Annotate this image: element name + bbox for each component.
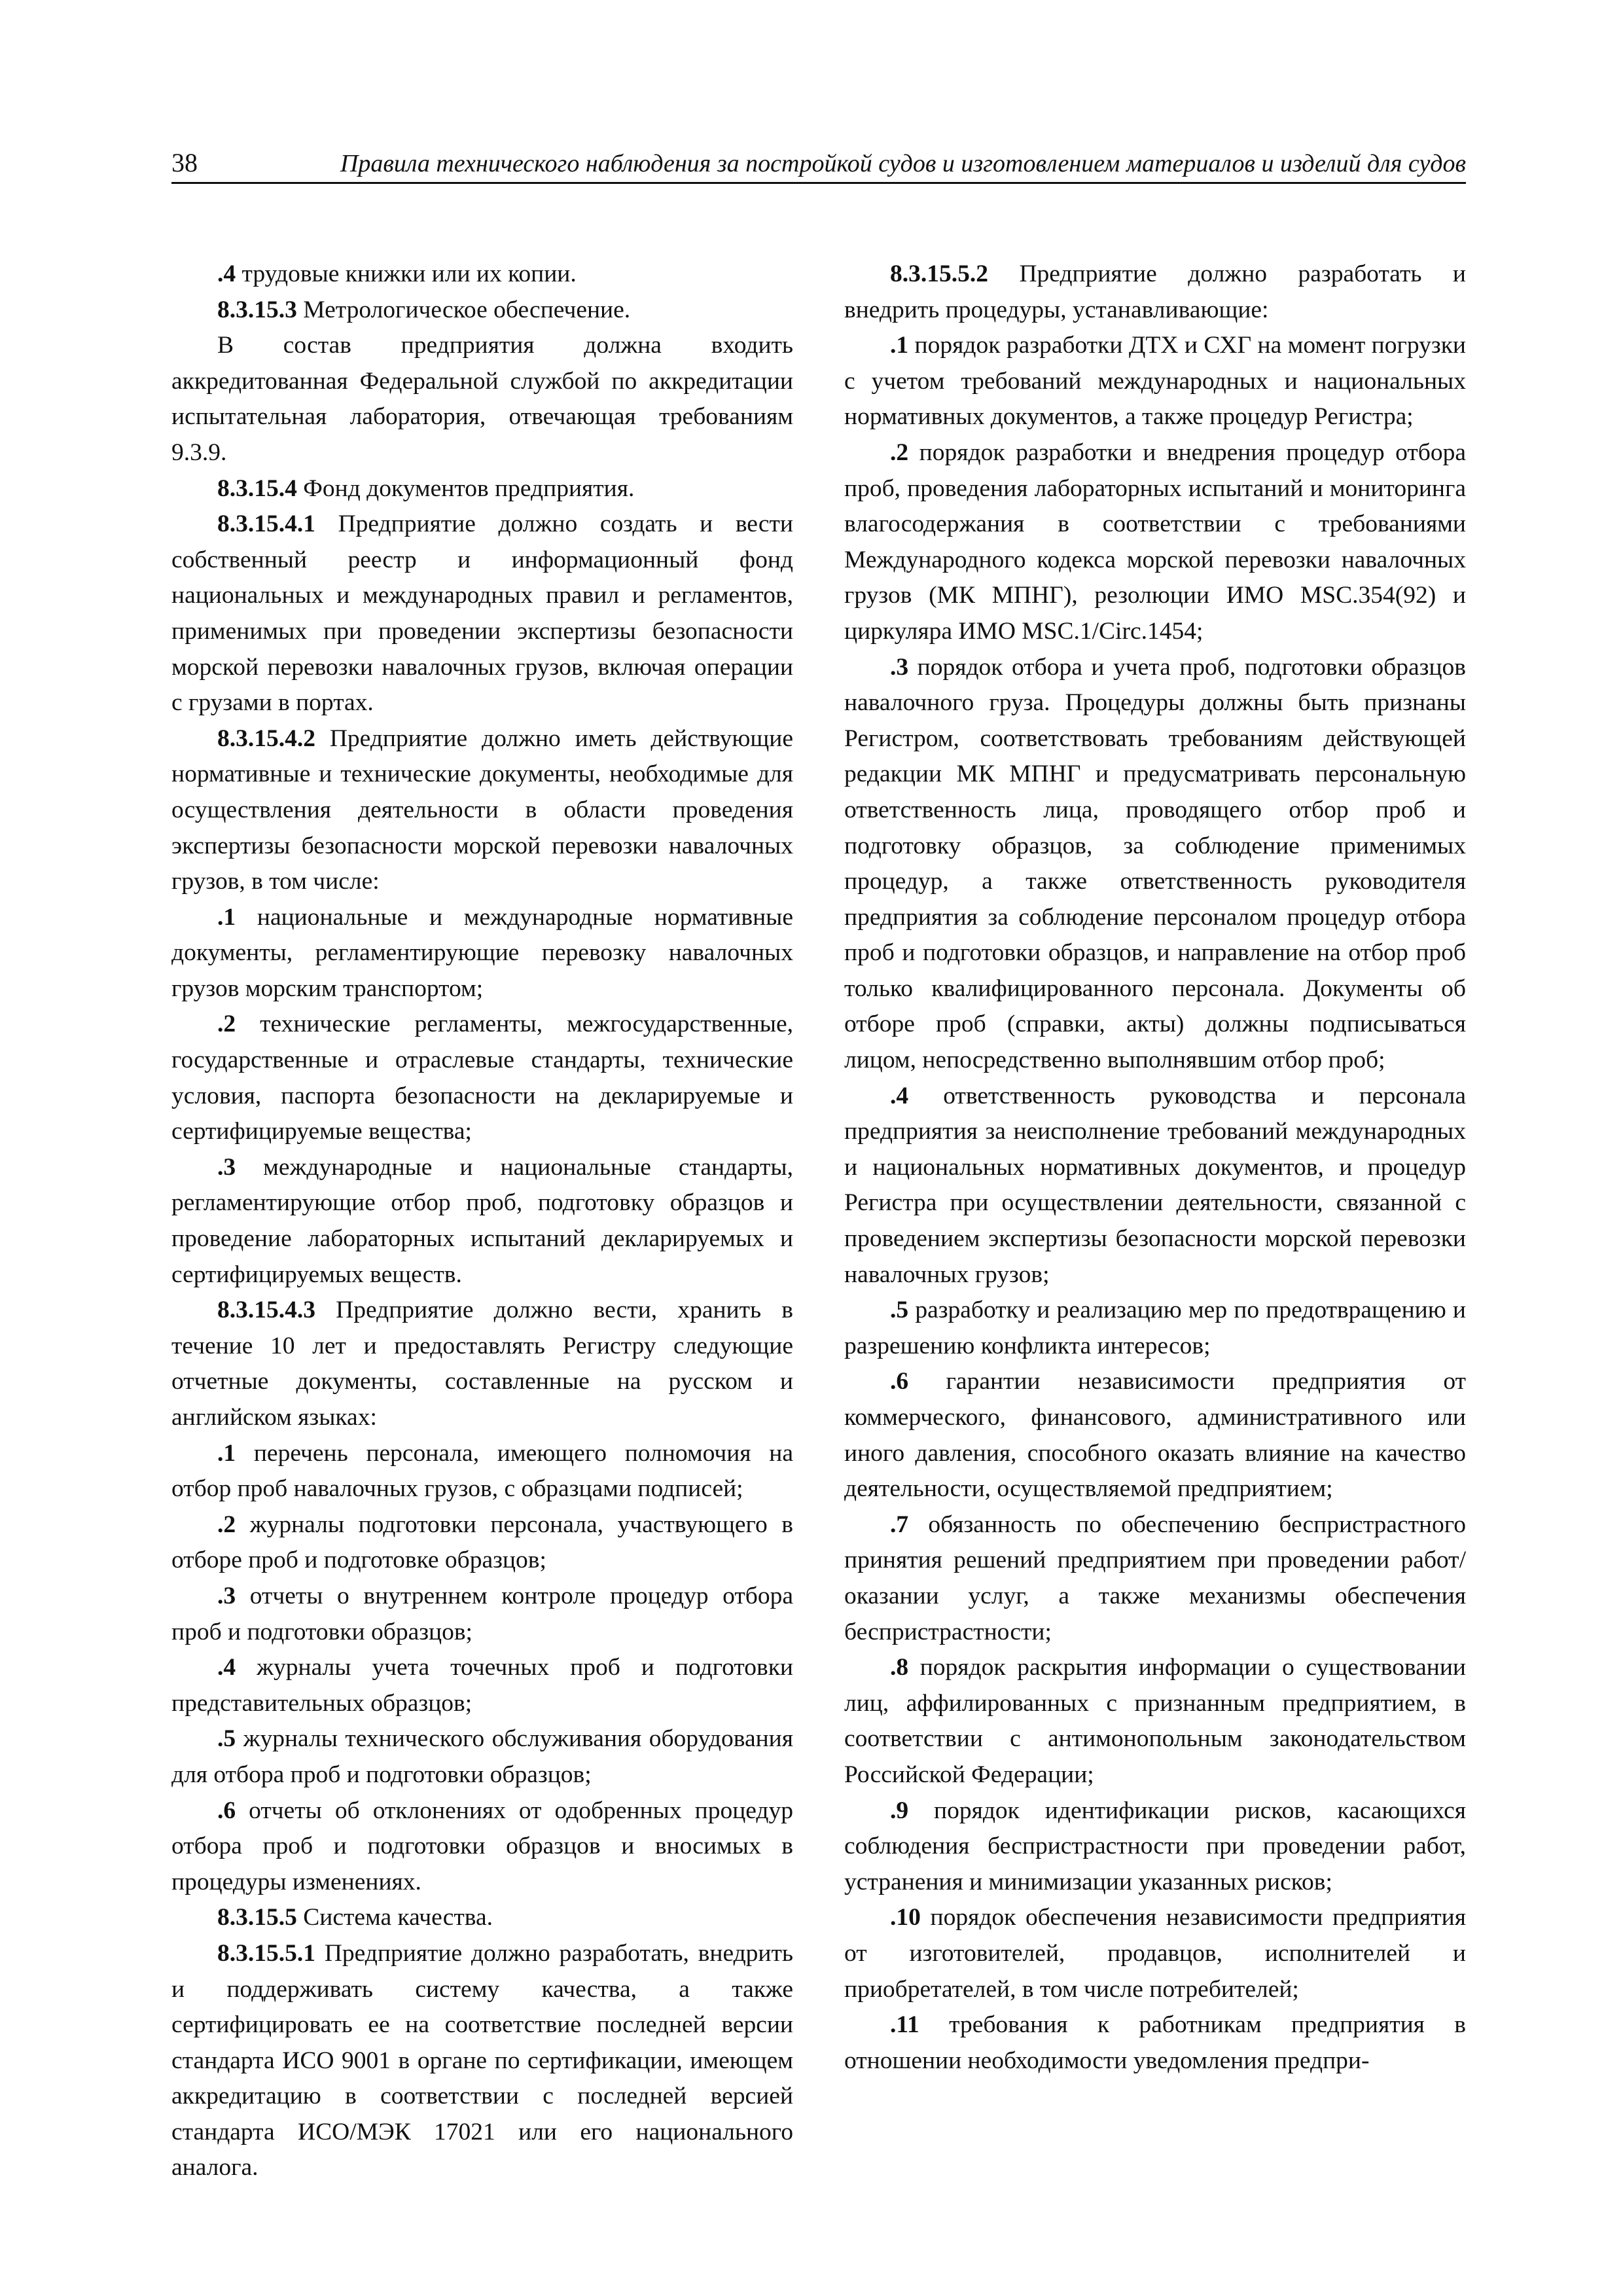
paragraph xyxy=(844,1900,1466,2007)
paragraph xyxy=(171,1936,793,2186)
paragraph xyxy=(171,1579,793,1650)
paragraph xyxy=(171,1507,793,1579)
paragraph-text: разработку и реализацию мер по предотвращению и разрешению конфликта интересов; xyxy=(844,1297,1466,1359)
paragraph-text: порядок разработки ДТХ и СХГ на момент погрузки с учетом требований международных и национальных нормативных документов, а также процедур Регистра; xyxy=(844,332,1466,431)
clause-number: .10 xyxy=(890,1904,921,1931)
clause-number: .2 xyxy=(217,1011,236,1038)
clause-number: .3 xyxy=(217,1582,236,1609)
paragraph-text: журналы учета точечных проб и подготовки представительных образцов; xyxy=(171,1654,793,1717)
paragraph xyxy=(171,257,793,293)
left-column xyxy=(171,257,793,2186)
clause-number: 8.3.15.4 xyxy=(217,475,297,502)
paragraph-text: Предприятие должно создать и вести собственный реестр и информационный фонд национальных и международных правил и регламентов, применимых при проведении экспертизы безопасности морской перевозки навалочных грузов, включая операции с грузами в портах. xyxy=(171,511,793,717)
right-column xyxy=(844,257,1466,2186)
clause-number: 8.3.15.5.2 xyxy=(890,260,988,287)
paragraph xyxy=(171,328,793,471)
paragraph-text: технические регламенты, межгосударственные, государственные и отраслевые стандарты, технические условия, паспорта безопасности на декларируемые и сертифицируемые вещества; xyxy=(171,1011,793,1145)
paragraph xyxy=(171,1150,793,1293)
paragraph-text: гарантии независимости предприятия от коммерческого, финансового, административного или иного давления, способного оказать влияние на качество деятельности, осуществляемой предприятием; xyxy=(844,1368,1466,1503)
clause-number: 8.3.15.5.1 xyxy=(217,1939,315,1967)
paragraph xyxy=(171,1007,793,1149)
paragraph xyxy=(171,471,793,507)
page-header xyxy=(171,145,1466,184)
clause-number: .4 xyxy=(217,1654,236,1681)
text-columns xyxy=(171,257,1466,2186)
paragraph-text: порядок раскрытия информации о существовании лиц, аффилированных с признанным предприятием, в соответствии с антимонопольным законодательством Российской Федерации; xyxy=(844,1654,1466,1788)
paragraph xyxy=(171,1293,793,1435)
clause-number: .11 xyxy=(890,2011,919,2039)
paragraph-text: трудовые книжки или их копии. xyxy=(236,260,577,287)
paragraph-text: международные и национальные стандарты, регламентирующие отбор проб, подготовку образцов и проведение лабораторных испытаний декларируемых и сертифицируемых веществ. xyxy=(171,1153,793,1288)
paragraph-text: журналы подготовки персонала, участвующего в отборе проб и подготовке образцов; xyxy=(171,1511,793,1574)
paragraph xyxy=(844,1650,1466,1793)
paragraph-text: ответственность руководства и персонала предприятия за неисполнение требований международных и национальных нормативных документов, и процедур Регистра при осуществлении деятельности, связанной с проведением экспертизы безопасности морской перевозки навалочных грузов; xyxy=(844,1082,1466,1288)
paragraph-text: национальные и международные нормативные документы, регламентирующие перевозку навалочных грузов морским транспортом; xyxy=(171,903,793,1002)
paragraph-text: порядок обеспечения независимости предприятия от изготовителей, продавцов, исполнителей и приобретателей, в том числе потребителей; xyxy=(844,1904,1466,2003)
paragraph-text: обязанность по обеспечению беспристрастного принятия решений предприятием при проведении работ/оказании услуг, а также механизмы обеспечения беспристрастности; xyxy=(844,1511,1466,1645)
paragraph-text: Предприятие должно разработать, внедрить и поддерживать систему качества, а также сертифицировать ее на соответствие последней версии стандарта ИСО 9001 в органе по сертификации, имеющем аккредитацию в соответствии с последней версией стандарта ИСО/МЭК 17021 или его национального аналога. xyxy=(171,1939,793,2181)
clause-number: .1 xyxy=(217,903,236,931)
paragraph-text: Метрологическое обеспечение. xyxy=(296,296,631,323)
clause-number: .7 xyxy=(890,1511,909,1538)
paragraph xyxy=(844,435,1466,650)
paragraph xyxy=(844,1507,1466,1650)
paragraph xyxy=(844,1293,1466,1364)
paragraph-text: В состав предприятия должна входить аккредитованная Федеральной службой по аккредитации испытательная лаборатория, отвечающая требованиям 9.3.9. xyxy=(171,332,793,466)
clause-number: .9 xyxy=(890,1797,909,1824)
clause-number: .5 xyxy=(217,1725,236,1753)
paragraph xyxy=(844,1364,1466,1507)
paragraph xyxy=(171,1793,793,1901)
running-title: Правила технического наблюдения за постройкой судов и изготовлением материалов и изделий для судов xyxy=(340,150,1466,177)
paragraph xyxy=(171,1900,793,1936)
clause-number: .6 xyxy=(890,1368,909,1395)
clause-number: .2 xyxy=(217,1511,236,1538)
paragraph xyxy=(171,1650,793,1721)
paragraph-text: порядок идентификации рисков, касающихся соблюдения беспристрастности при проведении работ, устранения и минимизации указанных рисков; xyxy=(844,1797,1466,1895)
paragraph-text: Предприятие должно иметь действующие нормативные и технические документы, необходимые для осуществления деятельности в области проведения экспертизы безопасности морской перевозки навалочных грузов, в том числе: xyxy=(171,725,793,895)
clause-number: .3 xyxy=(217,1153,236,1181)
paragraph-text: Фонд документов предприятия. xyxy=(296,475,635,502)
page-number: 38 xyxy=(171,148,198,177)
paragraph-text: требования к работникам предприятия в отношении необходимости уведомления предпри- xyxy=(844,2011,1466,2074)
clause-number: .4 xyxy=(217,260,236,287)
clause-number: .2 xyxy=(890,439,909,466)
paragraph xyxy=(844,328,1466,435)
paragraph-text: порядок отбора и учета проб, подготовки образцов навалочного груза. Процедуры должны быть признаны Регистром, соответствовать требованиям действующей редакции МК МПНГ и предусматривать персональную ответственность лица, проводящего отбор проб и подготовку образцов, за соблюдение применимых процедур, а также ответственность руководителя предприятия за соблюдение персоналом процедур отбора проб и подготовки образцов, и направление на отбор проб только квалифицированного персонала. Документы об отборе проб (справки, акты) должны подписываться лицом, непосредственно выполнявшим отбор проб; xyxy=(844,653,1466,1074)
paragraph xyxy=(171,293,793,329)
clause-number: 8.3.15.4.2 xyxy=(217,725,315,752)
paragraph-text: отчеты о внутреннем контроле процедур отбора проб и подготовки образцов; xyxy=(171,1582,793,1645)
paragraph-text: перечень персонала, имеющего полномочия на отбор проб навалочных грузов, с образцами подписей; xyxy=(171,1439,793,1503)
clause-number: .6 xyxy=(217,1797,236,1824)
clause-number: .8 xyxy=(890,1654,909,1681)
paragraph xyxy=(171,721,793,900)
paragraph xyxy=(171,1436,793,1507)
paragraph xyxy=(171,507,793,721)
paragraph xyxy=(844,1079,1466,1293)
clause-number: .1 xyxy=(890,332,909,359)
clause-number: 8.3.15.3 xyxy=(217,296,297,323)
paragraph-text: отчеты об отклонениях от одобренных процедур отбора проб и подготовки образцов и вносимых в процедуры изменениях. xyxy=(171,1797,793,1895)
clause-number: 8.3.15.4.1 xyxy=(217,511,315,538)
paragraph xyxy=(844,2007,1466,2079)
paragraph xyxy=(844,1793,1466,1901)
clause-number: .3 xyxy=(890,653,909,681)
clause-number: 8.3.15.4.3 xyxy=(217,1297,315,1324)
paragraph xyxy=(844,257,1466,328)
paragraph xyxy=(171,900,793,1007)
paragraph-text: Предприятие должно разработать и внедрить процедуры, устанавливающие: xyxy=(844,260,1466,323)
paragraph-text: Система качества. xyxy=(296,1904,493,1931)
paragraph xyxy=(171,1721,793,1793)
clause-number: .1 xyxy=(217,1439,236,1467)
paragraph-text: порядок разработки и внедрения процедур отбора проб, проведения лабораторных испытаний и мониторинга влагосодержания в соответствии с требованиями Международного кодекса морской перевозки навалочных грузов (МК МПНГ), резолюции ИМО MSC.354(92) и циркуляра ИМО MSC.1/Circ.1454; xyxy=(844,439,1466,645)
paragraph-text: Предприятие должно вести, хранить в течение 10 лет и предоставлять Регистру следующие отчетные документы, составленные на русском и английском языках: xyxy=(171,1297,793,1431)
clause-number: .5 xyxy=(890,1297,909,1324)
paragraph-text: журналы технического обслуживания оборудования для отбора проб и подготовки образцов; xyxy=(171,1725,793,1788)
paragraph xyxy=(844,650,1466,1079)
clause-number: 8.3.15.5 xyxy=(217,1904,297,1931)
clause-number: .4 xyxy=(890,1082,909,1109)
